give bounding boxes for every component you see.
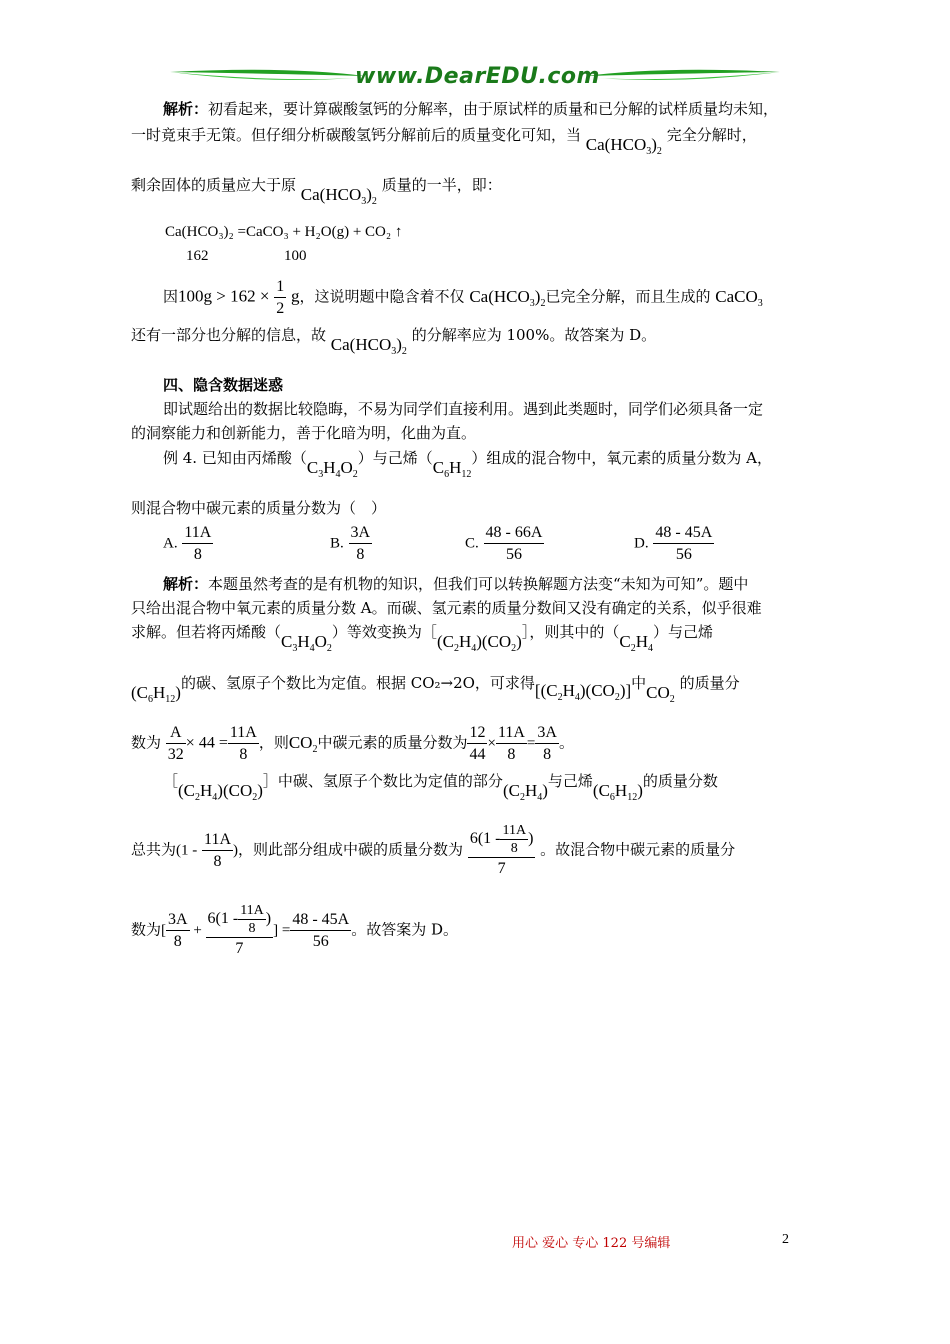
p3-line4: $(C_6H_{12})$的碳、氢原子个数比为定值。根据 CO₂→2O，可求得$[(C_2H_4)(CO_2)]$中$CO_2$ 的质量分 bbox=[131, 674, 740, 705]
p1-line2: 一时竟束手无策。但仔细分析碳酸氢钙分解前后的质量变化可知，当 $Ca(HCO_3)_2$ 完全分解时， bbox=[131, 126, 757, 157]
p3-line3: 求解。但若将丙烯酸$(C_3H_4O_2)$等效变换为$[(C_2H_4)(CO_2)]$，则其中的$(C_2H_4)$与己烯 bbox=[131, 623, 713, 654]
option-a: A. $\frac{11A}{8}$ bbox=[163, 524, 212, 563]
option-c: C. $\frac{48 - 66A}{56}$ bbox=[465, 524, 543, 563]
section4-line1: 即试题给出的数据比较隐晦，不易为同学们直接利用。遇到此类题时，同学们必须具备一定 bbox=[163, 400, 764, 418]
header-logo-text: www.DearEDU.com bbox=[355, 64, 600, 89]
p2-line1: 因100g > 162 × $\frac{1}{2}$ g，这说明题中隐含着不仅 $Ca(HCO_3)_2$已完全分解，而且生成的 CaCO$_3$ bbox=[163, 278, 763, 317]
p1-line3: 剩余固体的质量应大于原 $Ca(HCO_3)_2$ 质量的一半，即： bbox=[131, 176, 502, 207]
section-title: 四、隐含数据迷惑 bbox=[163, 376, 284, 394]
molar-mass-100: 100 bbox=[284, 248, 307, 264]
page-number: 2 bbox=[782, 1232, 789, 1247]
p3-line1: 解析：本题虽然考查的是有机物的知识，但我们可以转换解题方法变“未知为可知”。题中 bbox=[163, 575, 749, 593]
p3-line6: $[(C_2H_4)(CO_2)]$中碳、氢原子个数比为定值的部分$(C_2H_4)$与己烯$(C_6H_{12})$的质量分数 bbox=[163, 772, 718, 803]
option-d: D. $\frac{48 - 45A}{56}$ bbox=[634, 524, 713, 563]
formula-acrylic-acid: $C_3H_4O_2$ bbox=[306, 458, 358, 480]
p1-line1: 解析：初看起来，要计算碳酸氢钙的分解率，由于原试样的质量和已分解的试样质量均未知， bbox=[163, 100, 779, 118]
molar-mass-162: 162 bbox=[186, 248, 209, 264]
p3-line8: 数为[ $\frac{3A}{8}$ + 6(1 - $\frac{11A}{8}$ ) 7 ] = $\frac{48 - 45A}{56}$ 。故答案为 D。 bbox=[131, 903, 459, 957]
section4-line2: 的洞察能力和创新能力，善于化暗为明，化曲为直。 bbox=[131, 424, 477, 442]
formula-ca-hco3: $Ca(HCO_3)_2$ bbox=[469, 286, 546, 309]
formula-ca-hco3: $Ca(HCO_3)_2$ bbox=[585, 135, 662, 157]
p3-line2: 只给出混合物中氧元素的质量分数 A。而碳、氢元素的质量分数间又没有确定的关系，似乎很难 bbox=[131, 599, 762, 617]
formula-ca-hco3: $Ca(HCO_3)_2$ bbox=[330, 335, 407, 357]
example4-line1: 例 4. 已知由丙烯酸$(C_3H_4O_2)$与己烯$(C_6H_{12})$组成的混合物中，氧元素的质量分数为 A， bbox=[163, 449, 773, 480]
option-b: B. $\frac{3A}{8}$ bbox=[330, 524, 371, 563]
fraction-half: $\frac{1}{2}$ bbox=[276, 278, 285, 317]
p2-line2: 还有一部分也分解的信息，故 $Ca(HCO_3)_2$ 的分解率应为 100%。故答案为 D。 bbox=[131, 326, 657, 357]
footer-text: 用心 爱心 专心 122 号编辑 bbox=[512, 1236, 671, 1251]
p3-line5: 数为 $\frac{A}{32}$ × 44 = $\frac{11A}{8}$ ，则$CO_2$中碳元素的质量分数为 $\frac{12}{44}$ × $\frac{11A}{8}$ = $\frac{3A}{8}$ 。 bbox=[131, 724, 574, 763]
equation: Ca(HCO₃)₂ =CaCO₃ + H₂O(g) + CO₂ ↑ bbox=[165, 224, 403, 240]
formula-caco3: CaCO$_3$ bbox=[715, 286, 763, 309]
p3-line7: 总共为(1 - $\frac{11A}{8}$ )，则此部分组成中碳的质量分数为 6(1 - $\frac{11A}{8}$ ) 7 。故混合物中碳元素的质量分 bbox=[131, 823, 736, 877]
formula-hexene: $C_6H_{12}$ bbox=[432, 458, 472, 480]
formula-ca-hco3: $Ca(HCO_3)_2$ bbox=[300, 185, 377, 207]
example4-line2: 则混合物中碳元素的质量分数为（ ） bbox=[131, 499, 387, 517]
